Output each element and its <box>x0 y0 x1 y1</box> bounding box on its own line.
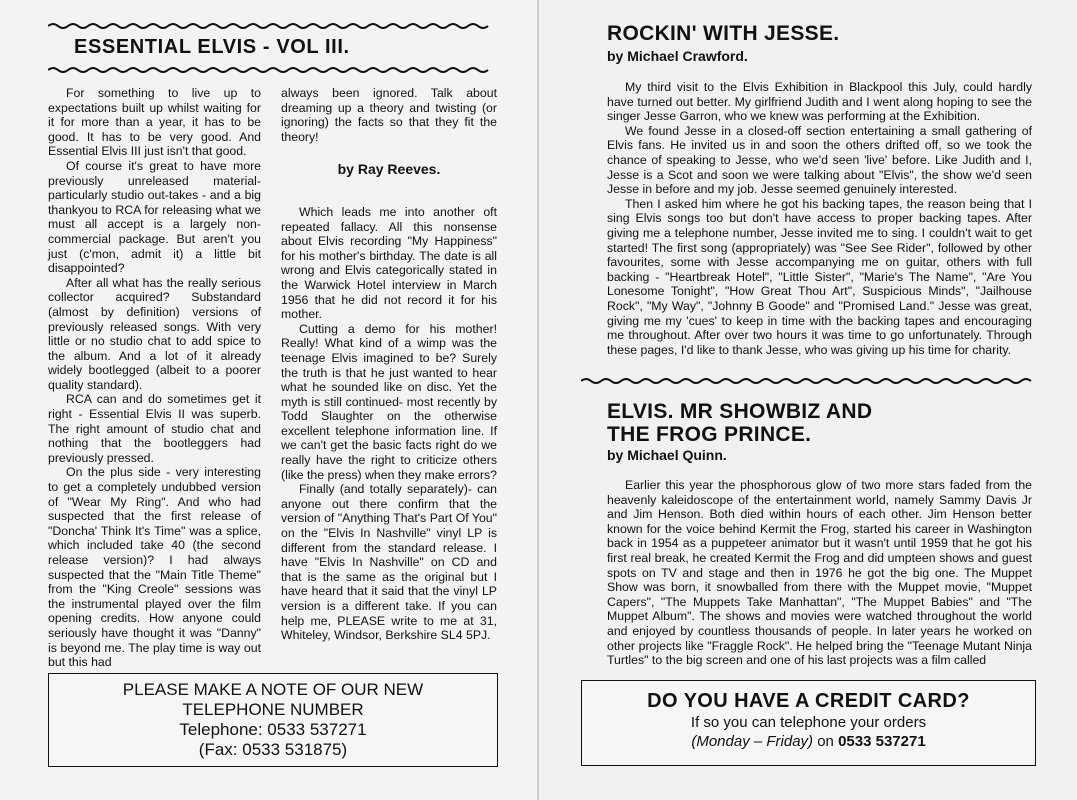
article-body <box>607 478 1032 668</box>
article-body <box>607 80 1032 357</box>
paragraph: Finally (and totally separately)- can anyone out there confirm that the version of "Anything That's Part Of You" on the "Elvis In Nashville" vinyl LP is different from the standard release. I have "Elvis In Nashville" on CD and that is the same as the original but I have heard that it said that the vinyl LP version is a different take. If you can help me, PLEASE write to me at 31, Whiteley, Windsor, Berkshire SL4 5PJ. <box>281 482 497 643</box>
paragraph: Cutting a demo for his mother! Really! What kind of a wimp was the teenage Elvis imagined to be? Surely the truth is that he just wanted to hear what he sounded like on disc. Yet the myth is still continued- most recently by Todd Slaughter on the otherwise excellent telephone information line. If we can't get the basic facts right do we really have the right to criticize others (like the press) when they make errors? <box>281 321 497 482</box>
ad-phone-number: 0533 537271 <box>838 733 926 750</box>
paragraph: We found Jesse in a closed-off section entertaining a small gathering of Elvis fans. He invited us in and soon the others drifted off, so we took the chance of speaking to Jesse, who we'd seen 'live' before. Like Judith and I, Jesse is a Scot and soon we were talking about "Elvis", the show we'd seen Jesse in before and my job. Jesse seemed genuinely interested. <box>607 123 1032 197</box>
title-line: ELVIS. MR SHOWBIZ AND <box>607 400 873 423</box>
paragraph: My third visit to the Elvis Exhibition in Blackpool this July, could hardly have turned out better. My girlfriend Judith and I went along hoping to see the singer Jesse Garron, who we knew was performing at the Exhibition. <box>607 80 1032 124</box>
byline: by Ray Reeves. <box>337 161 441 178</box>
credit-card-ad <box>581 680 1036 766</box>
paragraph: Of course it's great to have more previously unreleased material- particularly studio out-takes - and a big thankyou to RCA for releasing what we must all accept is a largely non-commercial package. But aren't you just (c'mon, admit it) a little bit disappointed? <box>48 158 261 276</box>
notice-fax: (Fax: 0533 531875) <box>198 740 348 759</box>
ad-on: on <box>817 733 834 750</box>
article-title: ROCKIN' WITH JESSE. <box>607 22 840 45</box>
ad-headline: DO YOU HAVE A CREDIT CARD? <box>647 690 970 712</box>
notice-telephone: Telephone: 0533 537271 <box>179 720 367 739</box>
decorative-rule-bottom <box>48 66 494 74</box>
paragraph: For something to live up to expectations built up whilst waiting for it for more than a year, it has to be good. It has to be very good. And Essential Elvis III just isn't that good. <box>48 86 261 159</box>
paragraph: RCA can and do sometimes get it right - Essential Elvis II was superb. The right amount of studio chat and nothing that the bootleggers had previously pressed. <box>48 392 261 465</box>
paragraph: On the plus side - very interesting to get a completely undubbed version of "Wear My Ring". And who had suspected that the first release of "Doncha' Think It's Time" was a splice, which included take 40 (the second release version)? I had always suspected that the "Main Title Theme" from the "King Creole" sessions was the instrumental played over the film opening credits. How anyone could seriously have thought it was "Danny" is beyond me. The play time is way out but this had <box>48 465 261 670</box>
paragraph-continued: always been ignored. Talk about dreaming up a theory and twisting (or ignoring) the facts so that they fit the theory! <box>281 86 497 144</box>
notice-line: TELEPHONE NUMBER <box>182 700 364 719</box>
decorative-rule <box>581 377 1035 385</box>
paragraph: Earlier this year the phosphorous glow of two more stars faded from the heavenly kaleidoscope of the entertainment world, namely Sammy Davis Jr and Jim Henson. Both died within hours of each other. Jim Henson better known for the voice behind Kermit the Frog, started his career in Washington back in 1954 as a puppeteer animator but it wasn't until 1959 that he got his first real break, he created Kermit the Frog and did umpteen shows and guest spots on TV and stage and then in 1976 he got the big one. The Muppet Show was born, it snowballed from there with the Muppet movie, "Muppet Capers", "The Muppets Take Manhattan", "The Muppet Babies" and "The Muppet Album". The shows and movies were watched throughout the world and enjoyed by countless thousands of people. In later years he worked on other projects like "Fraggle Rock". He helped bring the "Teenage Mutant Ninja Turtles" to the big screen and one of his last projects was a film called <box>607 478 1032 668</box>
byline: by Michael Quinn. <box>607 447 727 463</box>
ad-days: (Monday – Friday) <box>691 733 814 750</box>
ad-line: If so you can telephone your orders <box>690 714 927 731</box>
paragraph: After all what has the really serious collector acquired? Substandard (almost by definition) versions of previously released songs. With very little or no studio chat to add spice to the album. And a lot of it already widely bootlegged (albeit to a poorer quality standard). <box>48 275 261 392</box>
ad-line <box>582 732 1035 751</box>
left-page <box>0 0 538 800</box>
article-column-2 <box>281 86 497 643</box>
byline: by Michael Crawford. <box>607 48 748 64</box>
article-title <box>607 400 872 446</box>
paragraph: Which leads me into another oft repeated fallacy. All this nonsense about Elvis recording "My Happiness" for his mother's birthday. The date is all wrong and Elvis categorically stated in the Warwick Hotel interview in March 1956 that he did not record it for his mother. <box>281 204 497 322</box>
title-line: THE FROG PRINCE. <box>607 423 812 446</box>
telephone-notice-box <box>48 673 498 767</box>
page-title: ESSENTIAL ELVIS - VOL III. <box>74 36 350 58</box>
notice-line: PLEASE MAKE A NOTE OF OUR NEW <box>122 680 424 699</box>
paragraph: Then I asked him where he got his backing tapes, the reason being that I sing Elvis songs too but don't have access to proper backing tapes. After giving me a telephone number, Jesse invited me to sing. I couldn't wait to get started! The first song (appropriately) was "See See Rider", followed by other favourites, some with Jesse accompanying me on guitar, others with full backing - "Heartbreak Hotel", "Little Sister", "Marie's The Name", "Are You Lonesome Tonight", "How Great Thou Art", Suspicious Minds", "Jailhouse Rock", "My Way", "Johnny B Goode" and "Promised Land." Jesse was great, giving me my 'cues' to keep in time with the backing tapes and encouraging me throughout. After over two hours it was time to go unfortunately. Through these pages, I'd like to thank Jesse, who was giving up his time for charity. <box>607 196 1032 357</box>
right-page <box>539 0 1077 800</box>
decorative-rule-top <box>48 22 494 30</box>
article-column-1 <box>48 86 261 670</box>
